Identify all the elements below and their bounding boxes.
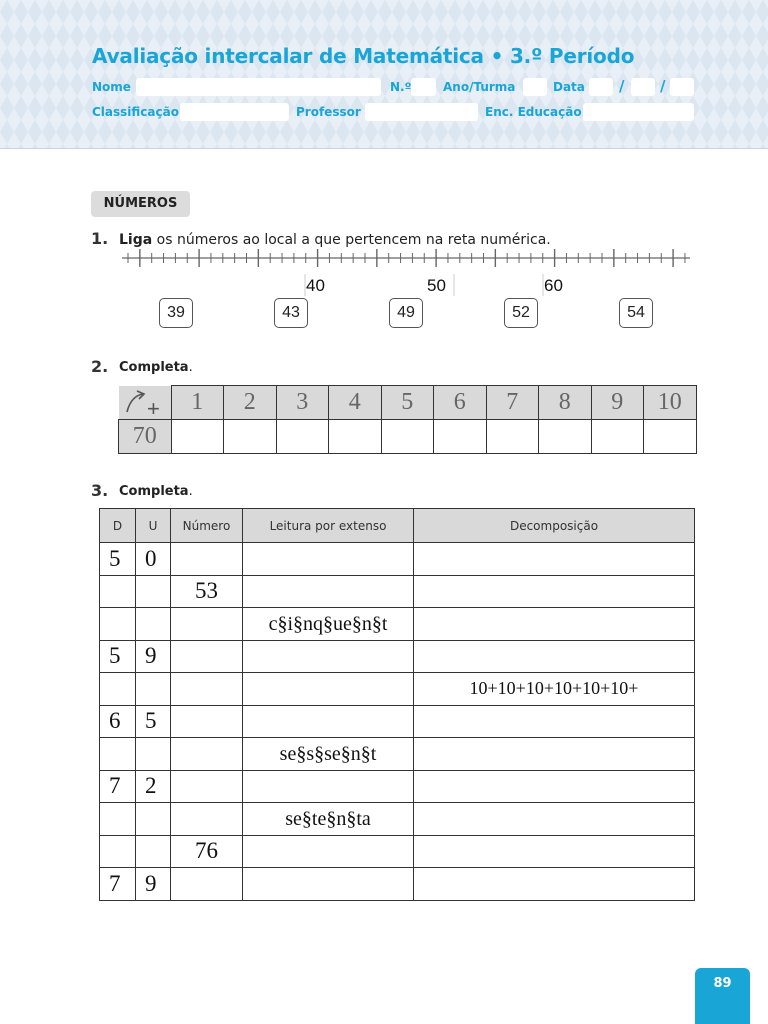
grade-label: Classificação (92, 105, 179, 119)
column-header-reading: Leitura por extenso (243, 509, 414, 543)
tens-cell[interactable]: 5 (100, 640, 136, 673)
addend-header: 9 (591, 386, 644, 420)
number-cell[interactable] (171, 738, 243, 771)
units-cell[interactable] (136, 608, 171, 641)
answer-cell[interactable] (381, 420, 434, 454)
number-line (0, 0, 768, 300)
addend-header: 6 (434, 386, 487, 420)
page-title: Avaliação intercalar de Matemática • 3.º Período (92, 44, 635, 68)
addend-header: 3 (276, 386, 329, 420)
answer-cell[interactable] (276, 420, 329, 454)
table-row (100, 770, 695, 803)
units-cell[interactable] (136, 835, 171, 868)
name-label: Nome (92, 80, 131, 94)
question-3-verb: Completa (119, 484, 189, 499)
answer-cell[interactable] (539, 420, 592, 454)
addend-header: 7 (486, 386, 539, 420)
decomposition-cell[interactable] (414, 575, 695, 608)
table-row (100, 543, 695, 576)
tens-cell[interactable] (100, 673, 136, 706)
table-row (100, 575, 695, 608)
number-cell[interactable] (171, 770, 243, 803)
number-box[interactable]: 43 (274, 298, 308, 328)
addend-header: 2 (224, 386, 277, 420)
reading-cell[interactable]: se§s§se§n§t (243, 738, 414, 771)
section-tag: NÚMEROS (91, 191, 190, 217)
decomposition-cell[interactable] (414, 705, 695, 738)
units-cell[interactable]: 9 (136, 640, 171, 673)
addend-header: 8 (539, 386, 592, 420)
addition-table (118, 385, 697, 454)
number-cell[interactable] (171, 868, 243, 901)
decomposition-cell[interactable]: 10+10+10+10+10+10+ (414, 673, 695, 706)
table-row (100, 803, 695, 836)
answer-cell[interactable] (224, 420, 277, 454)
axis-label-40: 40 (306, 276, 325, 295)
decomposition-cell[interactable] (414, 738, 695, 771)
number-box[interactable]: 49 (389, 298, 423, 328)
curved-arrow-icon (119, 386, 171, 419)
number-cell[interactable] (171, 543, 243, 576)
column-header-decomposition: Decomposição (414, 509, 695, 543)
addend-header: 1 (171, 386, 224, 420)
table-row (100, 608, 695, 641)
date-separator: / (619, 77, 625, 95)
tens-cell[interactable]: 5 (100, 543, 136, 576)
table-row (100, 640, 695, 673)
table-row (100, 738, 695, 771)
table-row (100, 705, 695, 738)
units-cell[interactable]: 0 (136, 543, 171, 576)
column-header-units: U (136, 509, 171, 543)
answer-cell[interactable] (171, 420, 224, 454)
decomposition-cell[interactable] (414, 640, 695, 673)
page-number: 89 (695, 968, 750, 1024)
tens-cell[interactable]: 7 (100, 868, 136, 901)
number-cell[interactable] (171, 608, 243, 641)
column-header-number: Número (171, 509, 243, 543)
question-number: 2. (91, 357, 109, 376)
place-value-table (99, 508, 695, 901)
units-cell[interactable]: 5 (136, 705, 171, 738)
reading-cell[interactable] (243, 705, 414, 738)
addend-header: 10 (644, 386, 697, 420)
decomposition-cell[interactable] (414, 770, 695, 803)
reading-cell[interactable] (243, 868, 414, 901)
answer-cell[interactable] (329, 420, 382, 454)
answer-cell[interactable] (591, 420, 644, 454)
reading-cell[interactable]: se§te§n§ta (243, 803, 414, 836)
number-cell[interactable]: 53 (171, 575, 243, 608)
question-1-verb: Liga (119, 232, 153, 248)
tens-cell[interactable] (100, 608, 136, 641)
number-cell[interactable] (171, 673, 243, 706)
number-cell[interactable]: 76 (171, 835, 243, 868)
decomposition-cell[interactable] (414, 608, 695, 641)
tens-cell[interactable] (100, 835, 136, 868)
reading-cell[interactable]: c§i§nq§ue§n§t (243, 608, 414, 641)
question-3-dot: . (188, 484, 193, 499)
answer-cell[interactable] (644, 420, 697, 454)
decomposition-cell[interactable] (414, 868, 695, 901)
tens-cell[interactable] (100, 803, 136, 836)
plus-sign: + (146, 395, 160, 419)
column-header-tens: D (100, 509, 136, 543)
number-box[interactable]: 39 (159, 298, 193, 328)
axis-label-50: 50 (427, 276, 446, 295)
tens-cell[interactable] (100, 738, 136, 771)
units-cell[interactable]: 9 (136, 868, 171, 901)
reading-cell[interactable] (243, 835, 414, 868)
decomposition-cell[interactable] (414, 803, 695, 836)
question-1-instruction: os números ao local a que pertencem na reta numérica. (152, 232, 551, 248)
tens-cell[interactable]: 7 (100, 770, 136, 803)
number-box[interactable]: 52 (504, 298, 538, 328)
number-cell[interactable] (171, 705, 243, 738)
addend-header: 5 (381, 386, 434, 420)
units-cell[interactable] (136, 803, 171, 836)
tens-cell[interactable]: 6 (100, 705, 136, 738)
question-2-verb: Completa (119, 360, 189, 375)
axis-label-60: 60 (544, 276, 563, 295)
number-cell[interactable] (171, 640, 243, 673)
tens-cell[interactable] (100, 575, 136, 608)
answer-cell[interactable] (434, 420, 487, 454)
reading-cell[interactable] (243, 575, 414, 608)
date-separator: / (660, 77, 666, 95)
units-cell[interactable] (136, 575, 171, 608)
table-row (100, 673, 695, 706)
answer-cell[interactable] (486, 420, 539, 454)
class-label: Ano/Turma (443, 80, 516, 94)
table-row (100, 835, 695, 868)
number-box[interactable]: 54 (619, 298, 653, 328)
question-number: 3. (91, 481, 109, 500)
units-cell[interactable] (136, 673, 171, 706)
units-cell[interactable] (136, 738, 171, 771)
decomposition-cell[interactable] (414, 835, 695, 868)
operator-cell (119, 386, 172, 420)
number-label: N.º (390, 80, 412, 94)
teacher-label: Professor (296, 105, 361, 119)
question-2-dot: . (188, 360, 193, 375)
reading-cell[interactable] (243, 673, 414, 706)
start-value-cell: 70 (119, 420, 172, 454)
reading-cell[interactable] (243, 770, 414, 803)
date-label: Data (553, 80, 585, 94)
reading-cell[interactable] (243, 543, 414, 576)
guardian-label: Enc. Educação (485, 105, 582, 119)
number-cell[interactable] (171, 803, 243, 836)
decomposition-cell[interactable] (414, 543, 695, 576)
units-cell[interactable]: 2 (136, 770, 171, 803)
table-row (100, 868, 695, 901)
question-3-text (119, 484, 193, 499)
question-2-text (119, 360, 193, 375)
addend-header: 4 (329, 386, 382, 420)
reading-cell[interactable] (243, 640, 414, 673)
question-number: 1. (91, 229, 109, 248)
